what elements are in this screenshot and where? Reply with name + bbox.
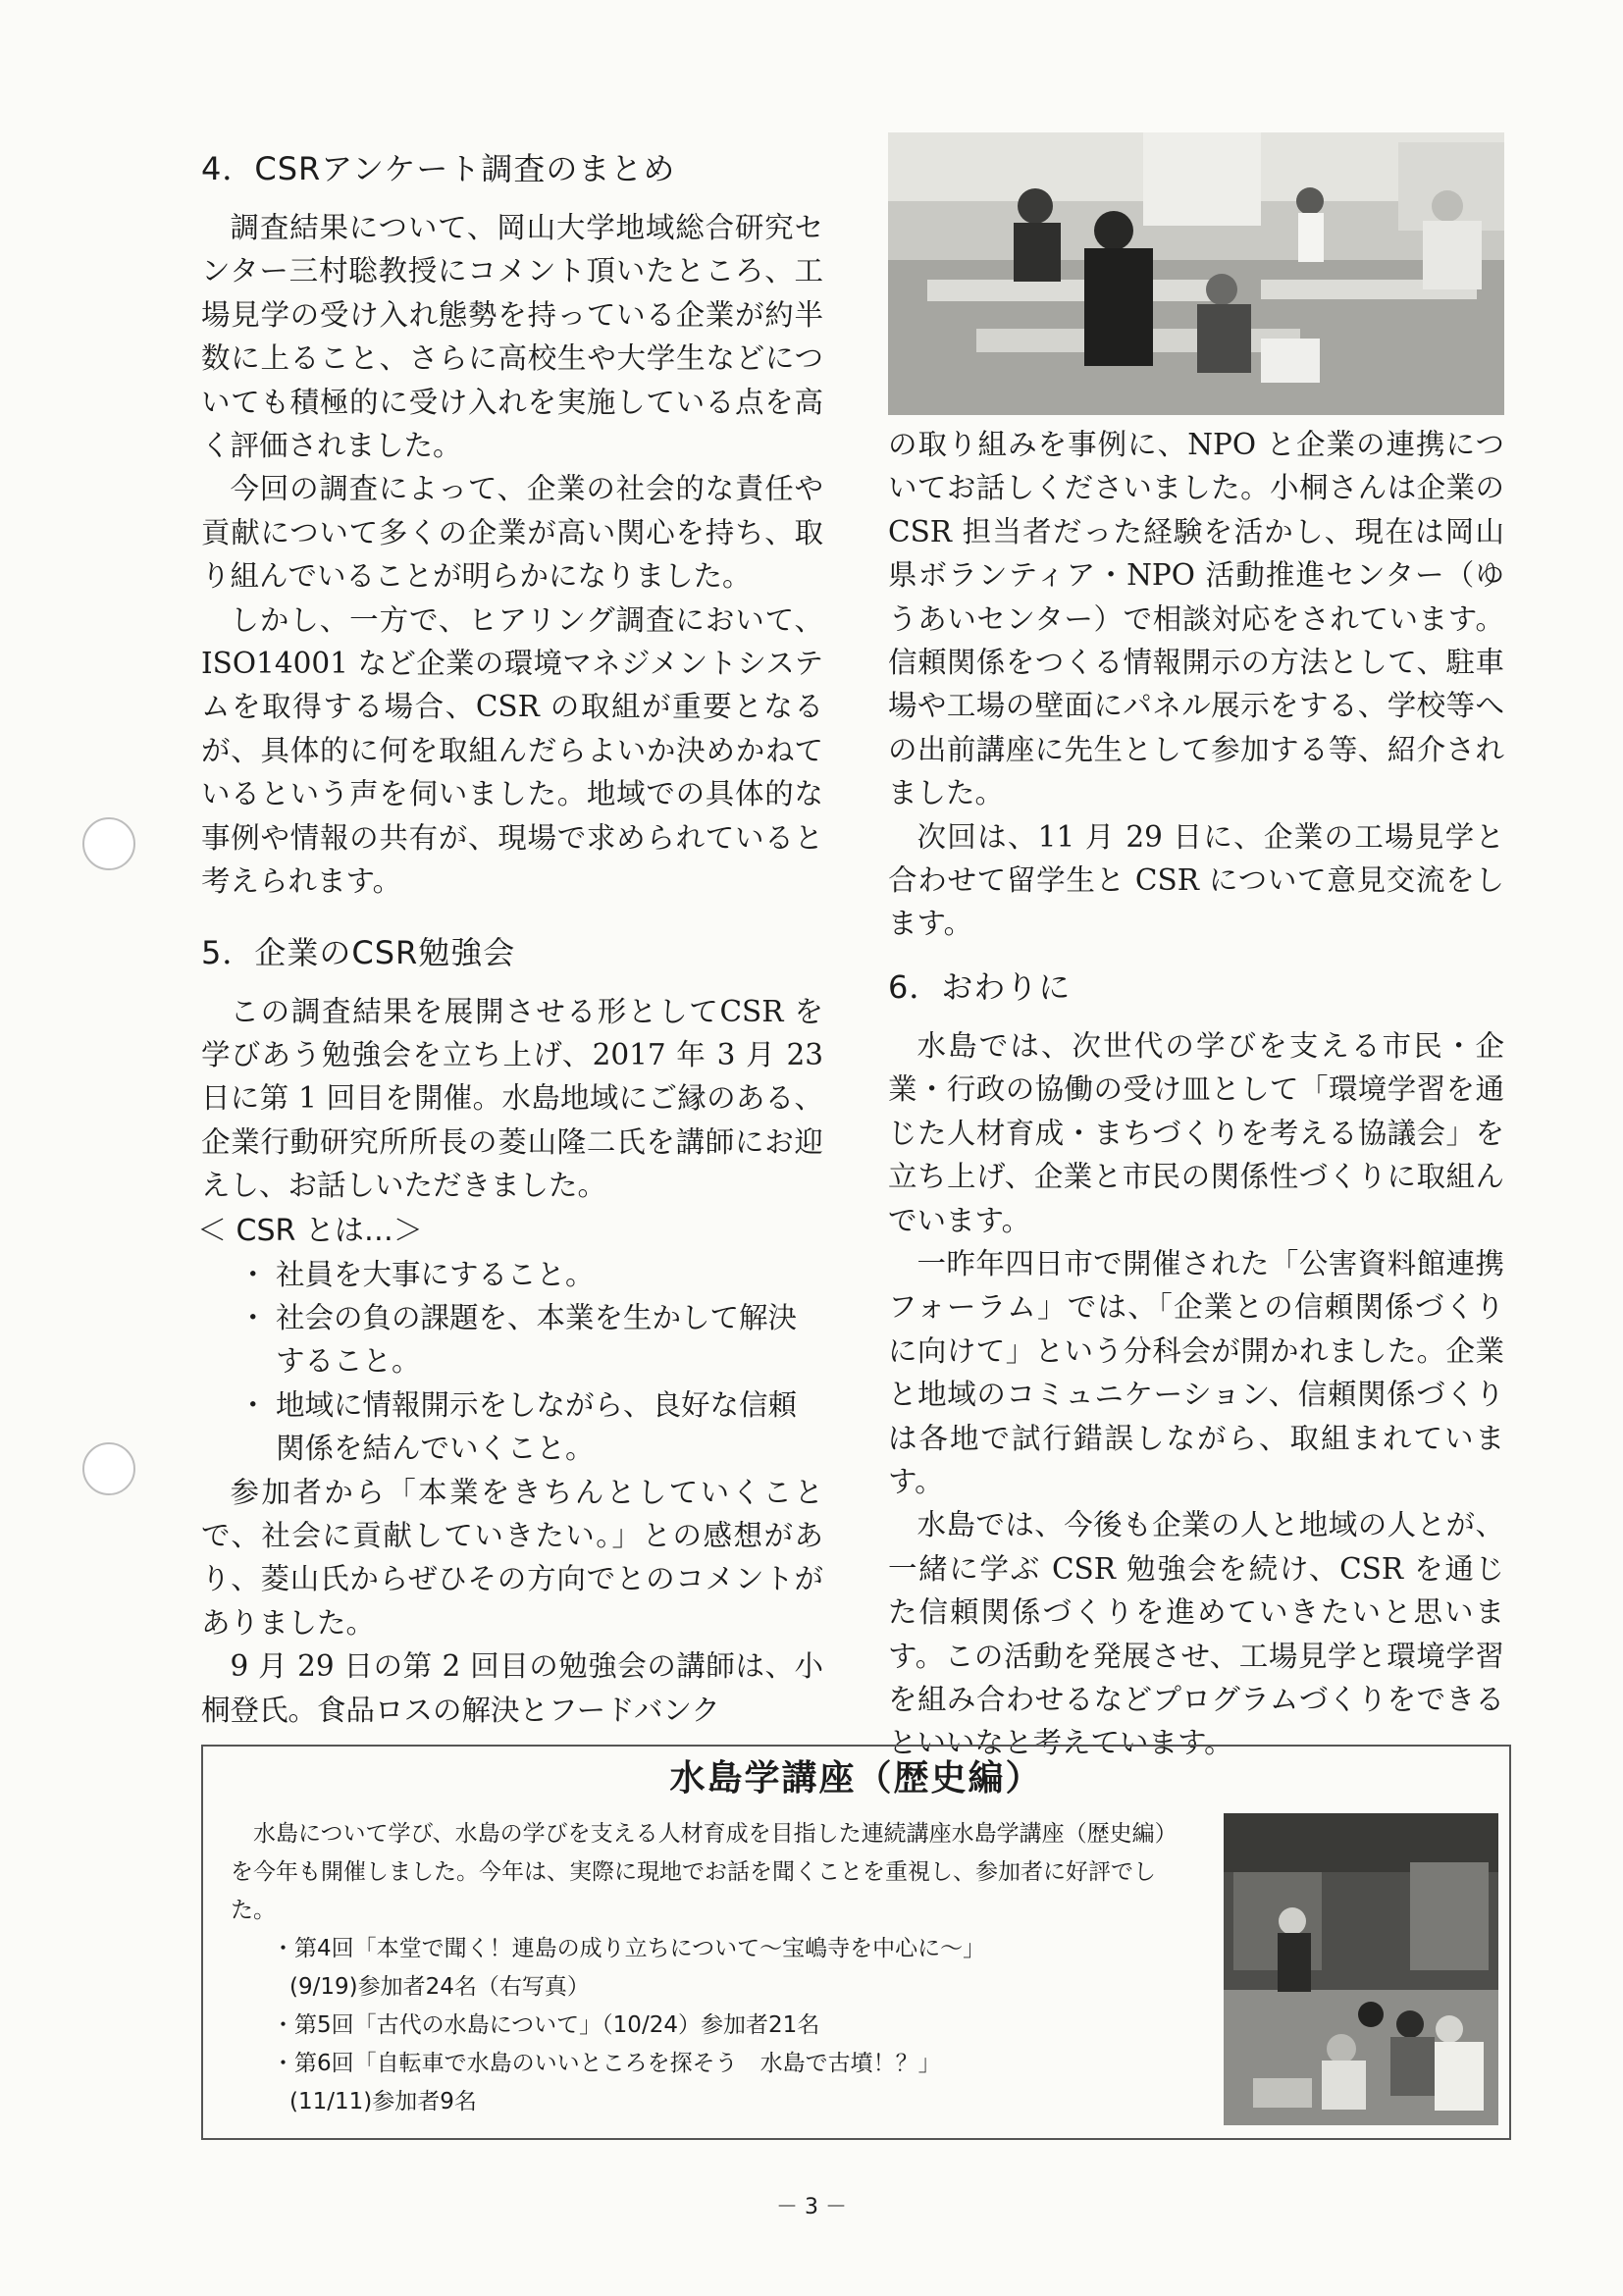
bullet-mark: ・ bbox=[238, 1387, 268, 1422]
section5-continued: の取り組みを事例に、NPO と企業の連携についてお話しくださいました。小桐さんは企業の CSR 担当者だった経験を活かし、現在は岡山県ボランティア・NPO 活動推進センター（ゆうあいセンター）で相談対応をされています。信頼関係をつくる情報開示の方法として、駐車場や工場の壁面にパネル展示をする、学校等への出前講座に先生として参加する等、紹介されました。 bbox=[888, 428, 1504, 810]
temple-lecture-photo bbox=[1224, 1813, 1498, 2125]
right-column bbox=[888, 423, 1504, 1765]
page-number: － 3 － bbox=[776, 2195, 847, 2219]
section6-paragraph-3: 水島では、今後も企業の人と地域の人とが、一緒に学ぶ CSR 勉強会を続け、CSR を通じた信頼関係づくりを進めていきたいと思います。この活動を発展させ、工場見学と環境学習を組み合わせるなどプログラムづくりをできるといいなと考えています。 bbox=[888, 1508, 1504, 1760]
list-item: ・ 地域に情報開示をしながら、良好な信頼関係を結んでいくこと。 bbox=[236, 1383, 823, 1471]
temple-lecture-illustration bbox=[1224, 1813, 1498, 2125]
section5-feedback: 参加者から「本業をきちんとしていくことで、社会に貢献していきたい。」との感想があり、菱山氏からぜひその方向でとのコメントがありました。 bbox=[201, 1475, 823, 1640]
binder-hole-top bbox=[82, 817, 135, 870]
session-list bbox=[231, 1930, 1212, 2121]
csr-definition-list bbox=[201, 1253, 823, 1471]
section4-paragraph-1: 調査結果について、岡山大学地域総合研究センター三村聡教授にコメント頂いたところ、工場見学の受け入れ態勢を持っている企業が約半数に上ること、さらに高校生や大学生などについても積極的に受け入れを実施している点を高く評価されました。 bbox=[201, 211, 823, 463]
section6-paragraph-1: 水島では、次世代の学びを支える市民・企業・行政の協働の受け皿として「環境学習を通じた人材育成・まちづくりを考える協議会」を立ち上げ、企業と市民の関係性づくりに取組んでいます。 bbox=[888, 1028, 1504, 1237]
list-item: ・ 社員を大事にすること。 bbox=[236, 1253, 823, 1296]
section6-heading: 6．おわりに bbox=[888, 967, 1072, 1006]
section5-next-session: 次回は、11 月 29 日に、企業の工場見学と合わせて留学生と CSR について意見交流をします。 bbox=[888, 819, 1504, 941]
section6-paragraph-2: 一昨年四日市で開催された「公害資料館連携フォーラム」では、「企業との信頼関係づくりに向けて」という分科会が開かれました。企業と地域のコミュニケーション、信頼関係づくりは各地で試行錯誤しながら、取組まれています。 bbox=[888, 1246, 1504, 1498]
seminar-photo-illustration bbox=[888, 132, 1504, 415]
section5-second-session: 9 月 29 日の第 2 回目の勉強会の講師は、小桐登氏。食品ロスの解決とフードバンク bbox=[201, 1649, 823, 1727]
bullet-mark: ・ bbox=[238, 1257, 268, 1291]
mizushima-lecture-box bbox=[201, 1745, 1511, 2140]
list-item: ・第5回「古代の水島について」（10/24）参加者21名 bbox=[272, 2012, 820, 2038]
section4-heading: 4．CSRアンケート調査のまとめ bbox=[201, 150, 676, 187]
left-column bbox=[197, 145, 823, 1732]
list-item: ・ 社会の負の課題を、本業を生かして解決すること。 bbox=[236, 1296, 823, 1383]
box-title: 水島学講座（歴史編） bbox=[669, 1758, 1043, 1799]
list-item: ・第6回「自転車で水島のいいところを探そう 水島で古墳！？」 (11/11)参加者9名 bbox=[272, 2051, 941, 2114]
binder-hole-bottom bbox=[82, 1442, 135, 1495]
bullet-mark: ・ bbox=[238, 1300, 268, 1334]
section4-paragraph-2: 今回の調査によって、企業の社会的な責任や貢献について多くの企業が高い関心を持ち、取り組んでいることが明らかになりました。 bbox=[201, 472, 823, 594]
section5-heading: 5．企業のCSR勉強会 bbox=[201, 933, 516, 971]
section5-intro: この調査結果を展開させる形としてCSR を学びあう勉強会を立ち上げ、2017 年 3 月 23 日に第 1 回目を開催。水島地域にご縁のある、企業行動研究所所長の菱山隆二氏を講師にお迎えし、お話しいただきました。 bbox=[201, 994, 823, 1203]
box-intro: 水島について学び、水島の学びを支える人材育成を目指した連続講座水島学講座（歴史編）を今年も開催しました。今年は、実際に現地でお話を聞くことを重視し、参加者に好評でした。 bbox=[231, 1821, 1178, 1923]
list-item: ・第4回「本堂で聞く！連島の成り立ちについて～宝嶋寺を中心に～」 (9/19)参加者24名（右写真） bbox=[272, 1936, 986, 2000]
seminar-photo bbox=[888, 132, 1504, 415]
box-body bbox=[231, 1815, 1212, 2121]
csr-definition-heading: ＜ CSR とは…＞ bbox=[197, 1213, 423, 1248]
section4-paragraph-3: しかし、一方で、ヒアリング調査において、ISO14001 など企業の環境マネジメントシステムを取得する場合、CSR の取組が重要となるが、具体的に何を取組んだらよいか決めかねているという声を伺いました。地域での具体的な事例や情報の共有が、現場で求められていると考えられます。 bbox=[201, 602, 823, 899]
